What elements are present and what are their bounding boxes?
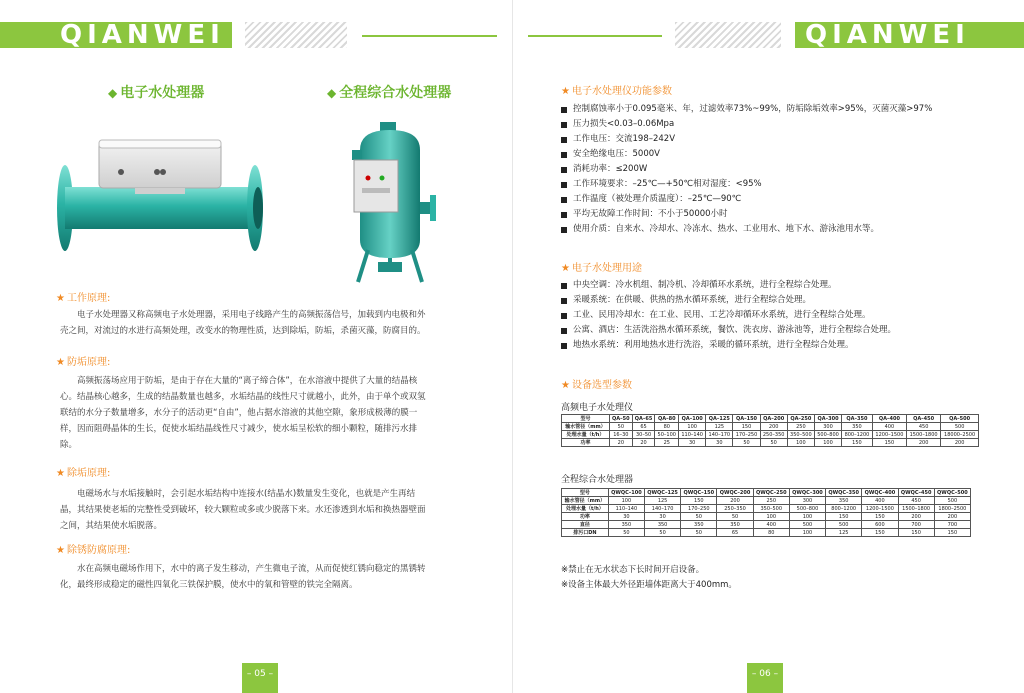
table-cell: 350–500 — [787, 431, 814, 439]
list-item: 控制腐蚀率小于0.095毫米、年，过滤效率73%~99%，防垢除垢效率>95%，灭菌灭藻>97% — [561, 102, 1021, 117]
table-cell: 50 — [609, 423, 632, 431]
table-cell: 100 — [789, 513, 825, 521]
table-cell: QWQC–450 — [898, 489, 934, 497]
star-icon: ★ — [56, 545, 65, 556]
row-header-cell: 输水管径（mm） — [562, 497, 609, 505]
table-cell: 100 — [787, 439, 814, 447]
table-cell: 100 — [753, 513, 789, 521]
table-cell: 800–1200 — [842, 431, 873, 439]
hatch-decoration — [675, 22, 781, 48]
table2-caption: 全程综合水处理器 — [561, 475, 634, 485]
row-header-cell: 处理水量（t/h） — [562, 505, 609, 513]
table-cell: 450 — [898, 497, 934, 505]
brand-banner: QIANWEI — [0, 22, 232, 48]
table-cell: 150 — [842, 439, 873, 447]
table-cell: 65 — [632, 423, 655, 431]
table-cell: 50–100 — [655, 431, 679, 439]
table-cell: 20 — [632, 439, 655, 447]
table-cell: 500 — [789, 521, 825, 529]
spec-list — [561, 102, 1021, 237]
table-cell: QA–65 — [632, 415, 655, 423]
table-cell: 140–170 — [706, 431, 733, 439]
table-cell: 50 — [681, 513, 717, 521]
table-cell: QA–200 — [760, 415, 787, 423]
table-row — [562, 529, 971, 537]
table-cell: 500–800 — [789, 505, 825, 513]
list-item: 使用介质：自来水、冷却水、冷冻水、热水、工业用水、地下水、游泳池用水等。 — [561, 222, 1021, 237]
table-cell: QA–350 — [842, 415, 873, 423]
table-cell: QA–125 — [706, 415, 733, 423]
table-cell: 700 — [898, 521, 934, 529]
table-cell: 300 — [789, 497, 825, 505]
table-cell: QA–150 — [733, 415, 760, 423]
table-cell: QA–50 — [609, 415, 632, 423]
row-header-cell: 直径 — [562, 521, 609, 529]
section-heading-descaling-principle: ★ 除垢原理: — [56, 468, 111, 479]
list-item: 中央空调：冷水机组、制冷机、冷却循环水系统，进行全程综合处理。 — [561, 278, 1021, 293]
square-bullet-icon — [561, 107, 567, 113]
table-cell: 100 — [814, 439, 841, 447]
table-cell: QA–400 — [872, 415, 906, 423]
table-cell: 80 — [655, 423, 679, 431]
table-cell: 30 — [608, 513, 644, 521]
square-bullet-icon — [561, 328, 567, 334]
table-cell: 50 — [644, 529, 680, 537]
table-cell: 100 — [789, 529, 825, 537]
table-cell: 350 — [608, 521, 644, 529]
square-bullet-icon — [561, 283, 567, 289]
square-bullet-icon — [561, 212, 567, 218]
integrated-water-processor-image — [340, 120, 440, 290]
table-cell: 150 — [898, 529, 934, 537]
row-header-cell: 输水管径（mm） — [562, 423, 610, 431]
square-bullet-icon — [561, 313, 567, 319]
square-bullet-icon — [561, 182, 567, 188]
table-row — [562, 431, 979, 439]
star-icon: ★ — [56, 357, 65, 368]
table-cell: 400 — [753, 521, 789, 529]
table-cell: QWQC–250 — [753, 489, 789, 497]
table-cell: 200 — [717, 497, 753, 505]
table-cell: 350 — [644, 521, 680, 529]
hatch-decoration — [245, 22, 347, 48]
brand-banner: QIANWEI — [795, 22, 1024, 48]
list-item: 工作环境要求：–25℃—+50℃相对湿度：<95% — [561, 177, 1021, 192]
table-cell: QWQC–300 — [789, 489, 825, 497]
note-line: ※设备主体最大外径距墙体距离大于400mm。 — [561, 580, 737, 590]
right-page — [512, 0, 1024, 693]
table-cell: 1800–2500 — [934, 505, 970, 513]
list-item: 平均无故障工作时间：不小于50000小时 — [561, 207, 1021, 222]
list-item: 安全绝缘电压：5000V — [561, 147, 1021, 162]
table-cell: 1200–1500 — [862, 505, 898, 513]
table-cell: 140–170 — [644, 505, 680, 513]
table-cell: 500–800 — [814, 431, 841, 439]
row-header-cell: 功率 — [562, 439, 610, 447]
section-heading-model: ★ 设备选型参数 — [561, 380, 632, 391]
table-cell: 150 — [733, 423, 760, 431]
table-cell: 400 — [872, 423, 906, 431]
row-header-cell: 排污口DN — [562, 529, 609, 537]
table-cell: 110–140 — [679, 431, 706, 439]
table-row — [562, 489, 971, 497]
electronic-water-processor-image — [55, 130, 270, 260]
square-bullet-icon — [561, 167, 567, 173]
list-item: 工业、民用冷却水：在工业、民用、工艺冷却循环水系统，进行全程综合处理。 — [561, 308, 1021, 323]
table-cell: 50 — [717, 513, 753, 521]
table-integrated-processor — [561, 488, 971, 537]
table-cell: QWQC–125 — [644, 489, 680, 497]
table-cell: QWQC–100 — [608, 489, 644, 497]
product-title-electronic: ◆ 电子水处理器 — [108, 85, 205, 101]
table-cell: 125 — [644, 497, 680, 505]
table-cell: 150 — [862, 513, 898, 521]
square-bullet-icon — [561, 343, 567, 349]
table-cell: 350 — [717, 521, 753, 529]
table-row — [562, 415, 979, 423]
paragraph-antiscale-principle: 高频振荡场应用于防垢，是由于存在大量的“离子缔合体”，在水溶液中提供了大量的结晶核 心。结晶核心越多，生成的结晶数量也越多，水垢结晶的线性尺寸就越小，此外，由于单个或双氢 联结的水分子数量增多，水分子的活动更“自由”，他占据水溶液的其他空隙，象形成极薄的膜一 样，因而阻碍晶体的生长，促使水垢结晶线性尺寸减少，使水垢呈松软的细小颗粒，随排污水排 除。 — [60, 376, 426, 450]
table-cell: 1500–1800 — [907, 431, 941, 439]
table-cell: QA–80 — [655, 415, 679, 423]
table-cell: 250 — [753, 497, 789, 505]
table-cell: 30–50 — [632, 431, 655, 439]
page-number: – 05 – — [242, 663, 278, 693]
table-cell: 170–250 — [733, 431, 760, 439]
table-cell: QWQC–200 — [717, 489, 753, 497]
table-electronic-processor — [561, 414, 979, 447]
square-bullet-icon — [561, 197, 567, 203]
square-bullet-icon — [561, 152, 567, 158]
star-icon: ★ — [561, 86, 570, 97]
table-cell: 800–1200 — [826, 505, 862, 513]
diamond-icon: ◆ — [327, 86, 337, 100]
square-bullet-icon — [561, 227, 567, 233]
star-icon: ★ — [561, 380, 570, 391]
divider-line — [528, 35, 662, 37]
divider-line — [362, 35, 497, 37]
table-cell: 25 — [655, 439, 679, 447]
square-bullet-icon — [561, 122, 567, 128]
table-cell: 500 — [941, 423, 979, 431]
table-cell: 80 — [753, 529, 789, 537]
table-cell: 100 — [608, 497, 644, 505]
table-cell: 50 — [608, 529, 644, 537]
table-row — [562, 521, 971, 529]
table-cell: 400 — [862, 497, 898, 505]
table-cell: 200 — [898, 513, 934, 521]
table-cell: 16–30 — [609, 431, 632, 439]
table-cell: 150 — [934, 529, 970, 537]
section-heading-working-principle: ★ 工作原理: — [56, 293, 111, 304]
table-cell: 170–250 — [681, 505, 717, 513]
list-item: 公寓、酒店：生活洗浴热水循环系统，餐饮、洗衣房、游泳池等，进行全程综合处理。 — [561, 323, 1021, 338]
table-cell: 100 — [679, 423, 706, 431]
table-cell: 30 — [644, 513, 680, 521]
section-heading-spec: ★ 电子水处理仪功能参数 — [561, 86, 672, 97]
table-cell: QA–500 — [941, 415, 979, 423]
table-cell: 350 — [842, 423, 873, 431]
product-title-integrated: ◆ 全程综合水处理器 — [327, 85, 452, 101]
table-cell: 150 — [826, 513, 862, 521]
table-row — [562, 423, 979, 431]
star-icon: ★ — [561, 263, 570, 274]
table-cell: 200 — [760, 423, 787, 431]
table-cell: 500 — [934, 497, 970, 505]
table-cell: 30 — [679, 439, 706, 447]
table-cell: 250–350 — [760, 431, 787, 439]
table-cell: QA–100 — [679, 415, 706, 423]
table-row — [562, 497, 971, 505]
table1-caption: 高频电子水处理仪 — [561, 403, 634, 413]
paragraph-working-principle: 电子水处理器又称高频电子水处理器，采用电子线路产生的高频振荡信号，加载到内电极和外 壳之间，对流过的水进行高频处理，改变水的物理性质，达到除垢，防垢，杀菌灭藻，防腐目的。 — [60, 310, 426, 336]
table-cell: 600 — [862, 521, 898, 529]
table-row — [562, 513, 971, 521]
list-item: 采暖系统：在供暖、供热的热水循环系统，进行全程综合处理。 — [561, 293, 1021, 308]
table-cell: 150 — [681, 497, 717, 505]
table-row — [562, 439, 979, 447]
paragraph-descaling-principle: 电磁场水与水垢接触时，会引起水垢结构中连接水(结晶水)数量发生变化，也就是产生再结 晶，其结果使老垢的完整性受到破坏，较大颗粒或多或少脱落下来。水还渗透到水垢和换热器壁面 之间，其结果使水垢脱落。 — [60, 489, 426, 531]
table-cell: 150 — [872, 439, 906, 447]
table-cell: 350 — [681, 521, 717, 529]
table-cell: 300 — [814, 423, 841, 431]
table-cell: 450 — [907, 423, 941, 431]
table-cell: QWQC–150 — [681, 489, 717, 497]
table-cell: 200 — [941, 439, 979, 447]
row-header-cell: 型号 — [562, 415, 610, 423]
table-cell: QWQC–500 — [934, 489, 970, 497]
square-bullet-icon — [561, 298, 567, 304]
table-cell: 1500–1800 — [898, 505, 934, 513]
table-cell: 500 — [826, 521, 862, 529]
note-line: ※禁止在无水状态下长时间开启设备。 — [561, 565, 705, 575]
section-heading-antiscale-principle: ★ 防垢原理: — [56, 357, 111, 368]
table-cell: 20 — [609, 439, 632, 447]
row-header-cell: 处理水量（t/h） — [562, 431, 610, 439]
square-bullet-icon — [561, 137, 567, 143]
table-cell: 250–350 — [717, 505, 753, 513]
table-row — [562, 505, 971, 513]
usage-list — [561, 278, 1021, 353]
list-item: 消耗功率：≤200W — [561, 162, 1021, 177]
table-cell: 200 — [934, 513, 970, 521]
table-cell: 125 — [706, 423, 733, 431]
table-cell: 50 — [760, 439, 787, 447]
star-icon: ★ — [56, 293, 65, 304]
table-cell: 350 — [826, 497, 862, 505]
table-cell: 65 — [717, 529, 753, 537]
table-cell: QA–450 — [907, 415, 941, 423]
list-item: 工作电压：交流198–242V — [561, 132, 1021, 147]
section-heading-anticorrosion-principle: ★ 除锈防腐原理: — [56, 545, 131, 556]
paragraph-anticorrosion-principle: 水在高频电磁场作用下，水中的离子发生移动，产生微电子流，从而促使红锈向稳定的黑锈转 化，最终形成稳定的磁性四氧化三铁保护膜，使水中的氧和管壁的铁完全隔离。 — [60, 564, 426, 590]
table-cell: 200 — [907, 439, 941, 447]
row-header-cell: 型号 — [562, 489, 609, 497]
list-item: 工作温度（被处理介质温度）：–25℃—90℃ — [561, 192, 1021, 207]
table-cell: 1200–1500 — [872, 431, 906, 439]
table-cell: QWQC–350 — [826, 489, 862, 497]
table-cell: 700 — [934, 521, 970, 529]
diamond-icon: ◆ — [108, 86, 118, 100]
row-header-cell: 功率 — [562, 513, 609, 521]
table-cell: 18000–2500 — [941, 431, 979, 439]
table-cell: 250 — [787, 423, 814, 431]
section-heading-usage: ★ 电子水处理用途 — [561, 263, 642, 274]
star-icon: ★ — [56, 468, 65, 479]
table-cell: 125 — [826, 529, 862, 537]
table-cell: 50 — [681, 529, 717, 537]
table-cell: 350–500 — [753, 505, 789, 513]
table-cell: QA–300 — [814, 415, 841, 423]
table-cell: 50 — [733, 439, 760, 447]
list-item: 地热水系统：利用地热水进行洗浴，采暖的循环系统，进行全程综合处理。 — [561, 338, 1021, 353]
table-cell: 150 — [862, 529, 898, 537]
table-cell: 30 — [706, 439, 733, 447]
table-cell: 110–140 — [608, 505, 644, 513]
page-number: – 06 – — [747, 663, 783, 693]
table-cell: QWQC–400 — [862, 489, 898, 497]
table-cell: QA–250 — [787, 415, 814, 423]
list-item: 压力损失<0.03–0.06Mpa — [561, 117, 1021, 132]
